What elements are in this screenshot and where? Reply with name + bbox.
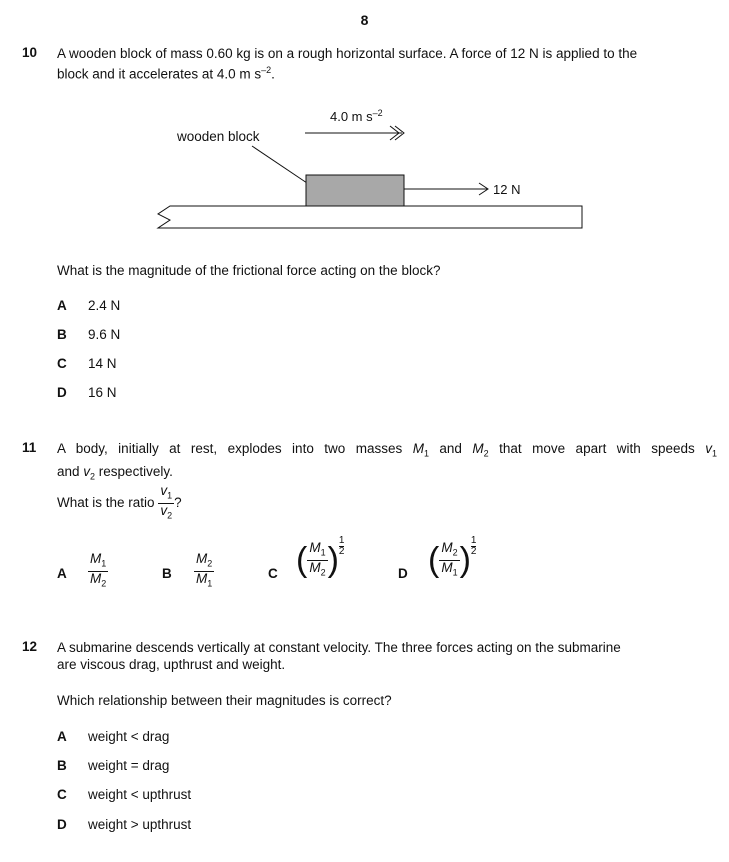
q12-option-a-letter: A: [57, 729, 67, 744]
q11-option-a-expr: $\frac{M_1}{M_2}$: [90, 551, 107, 589]
q12-question: Which relationship between their magnitudes is correct?: [57, 693, 392, 708]
rough-surface: [158, 206, 582, 228]
q10-option-a-letter: A: [57, 298, 67, 313]
q10-diagram: [0, 100, 729, 240]
q10-option-b-letter: B: [57, 327, 67, 342]
q10-option-b-text: 9.6 N: [88, 327, 121, 342]
q11-stem: A body, initially at rest, explodes into two masses $M_1$ and $M_2$ that move apart with speeds $v_1$ and $v_2$ respectively.: [57, 441, 717, 482]
q10-question: What is the magnitude of the frictional force acting on the block?: [57, 263, 441, 278]
q12-option-a-text: weight < drag: [88, 729, 170, 744]
q12-line1: A submarine descends vertically at constant velocity. The three forces acting on the submarine: [57, 640, 621, 655]
q11-option-d-expr: ( $\frac{M_2}{M_1}$ ) $\frac{1}{2}$: [428, 535, 477, 579]
q10-line1: A wooden block of mass 0.60 kg is on a rough horizontal surface. A force of 12 N is applied to the: [57, 46, 638, 61]
page-number: 8: [360, 12, 369, 28]
q11-number: 11: [22, 440, 37, 455]
acceleration-arrow: [305, 126, 404, 140]
q11-option-b-expr: $\frac{M_2}{M_1}$: [196, 551, 213, 589]
q12-option-c-text: weight < upthrust: [88, 787, 192, 802]
q12-number: 12: [22, 639, 38, 654]
q12-option-d-letter: D: [57, 817, 67, 832]
q10-line2: block and it accelerates at 4.0 m $s^{-2}$.: [57, 65, 275, 82]
q11-option-c-letter: C: [268, 566, 278, 581]
q11-option-d-letter: D: [398, 566, 408, 581]
q12-line2: are viscous drag, upthrust and weight.: [57, 657, 286, 672]
block-label: wooden block: [177, 129, 260, 144]
force-arrow: [404, 183, 488, 195]
q12-option-b-letter: B: [57, 758, 67, 773]
force-label: 12 N: [493, 182, 521, 197]
q11-option-c-expr: ( $\frac{M_1}{M_2}$ ) $\frac{1}{2}$: [296, 535, 345, 579]
q10-option-c-text: 14 N: [88, 356, 117, 371]
q11-question: What is the ratio $\frac{v_1}{v_2}$ ?: [57, 483, 182, 521]
q10-option-d-text: 16 N: [88, 385, 117, 400]
q12-option-c-letter: C: [57, 787, 67, 802]
q11-option-b-letter: B: [162, 566, 172, 581]
label-leader-line: [252, 146, 307, 183]
q10-number: 10: [22, 45, 38, 60]
q12-stem: [57, 639, 621, 673]
q12-option-b-text: weight = drag: [88, 758, 170, 773]
q11-option-a-letter: A: [57, 566, 67, 581]
q10-option-c-letter: C: [57, 356, 67, 371]
ratio-fraction: $\frac{v_1}{v_2}$: [160, 483, 173, 521]
q10-option-d-letter: D: [57, 385, 67, 400]
wooden-block: [306, 175, 404, 206]
q10-stem: [57, 45, 637, 83]
acceleration-label: 4.0 m $s^{-2}$: [330, 108, 383, 124]
q12-option-d-text: weight > upthrust: [88, 817, 192, 832]
q10-option-a-text: 2.4 N: [88, 298, 121, 313]
